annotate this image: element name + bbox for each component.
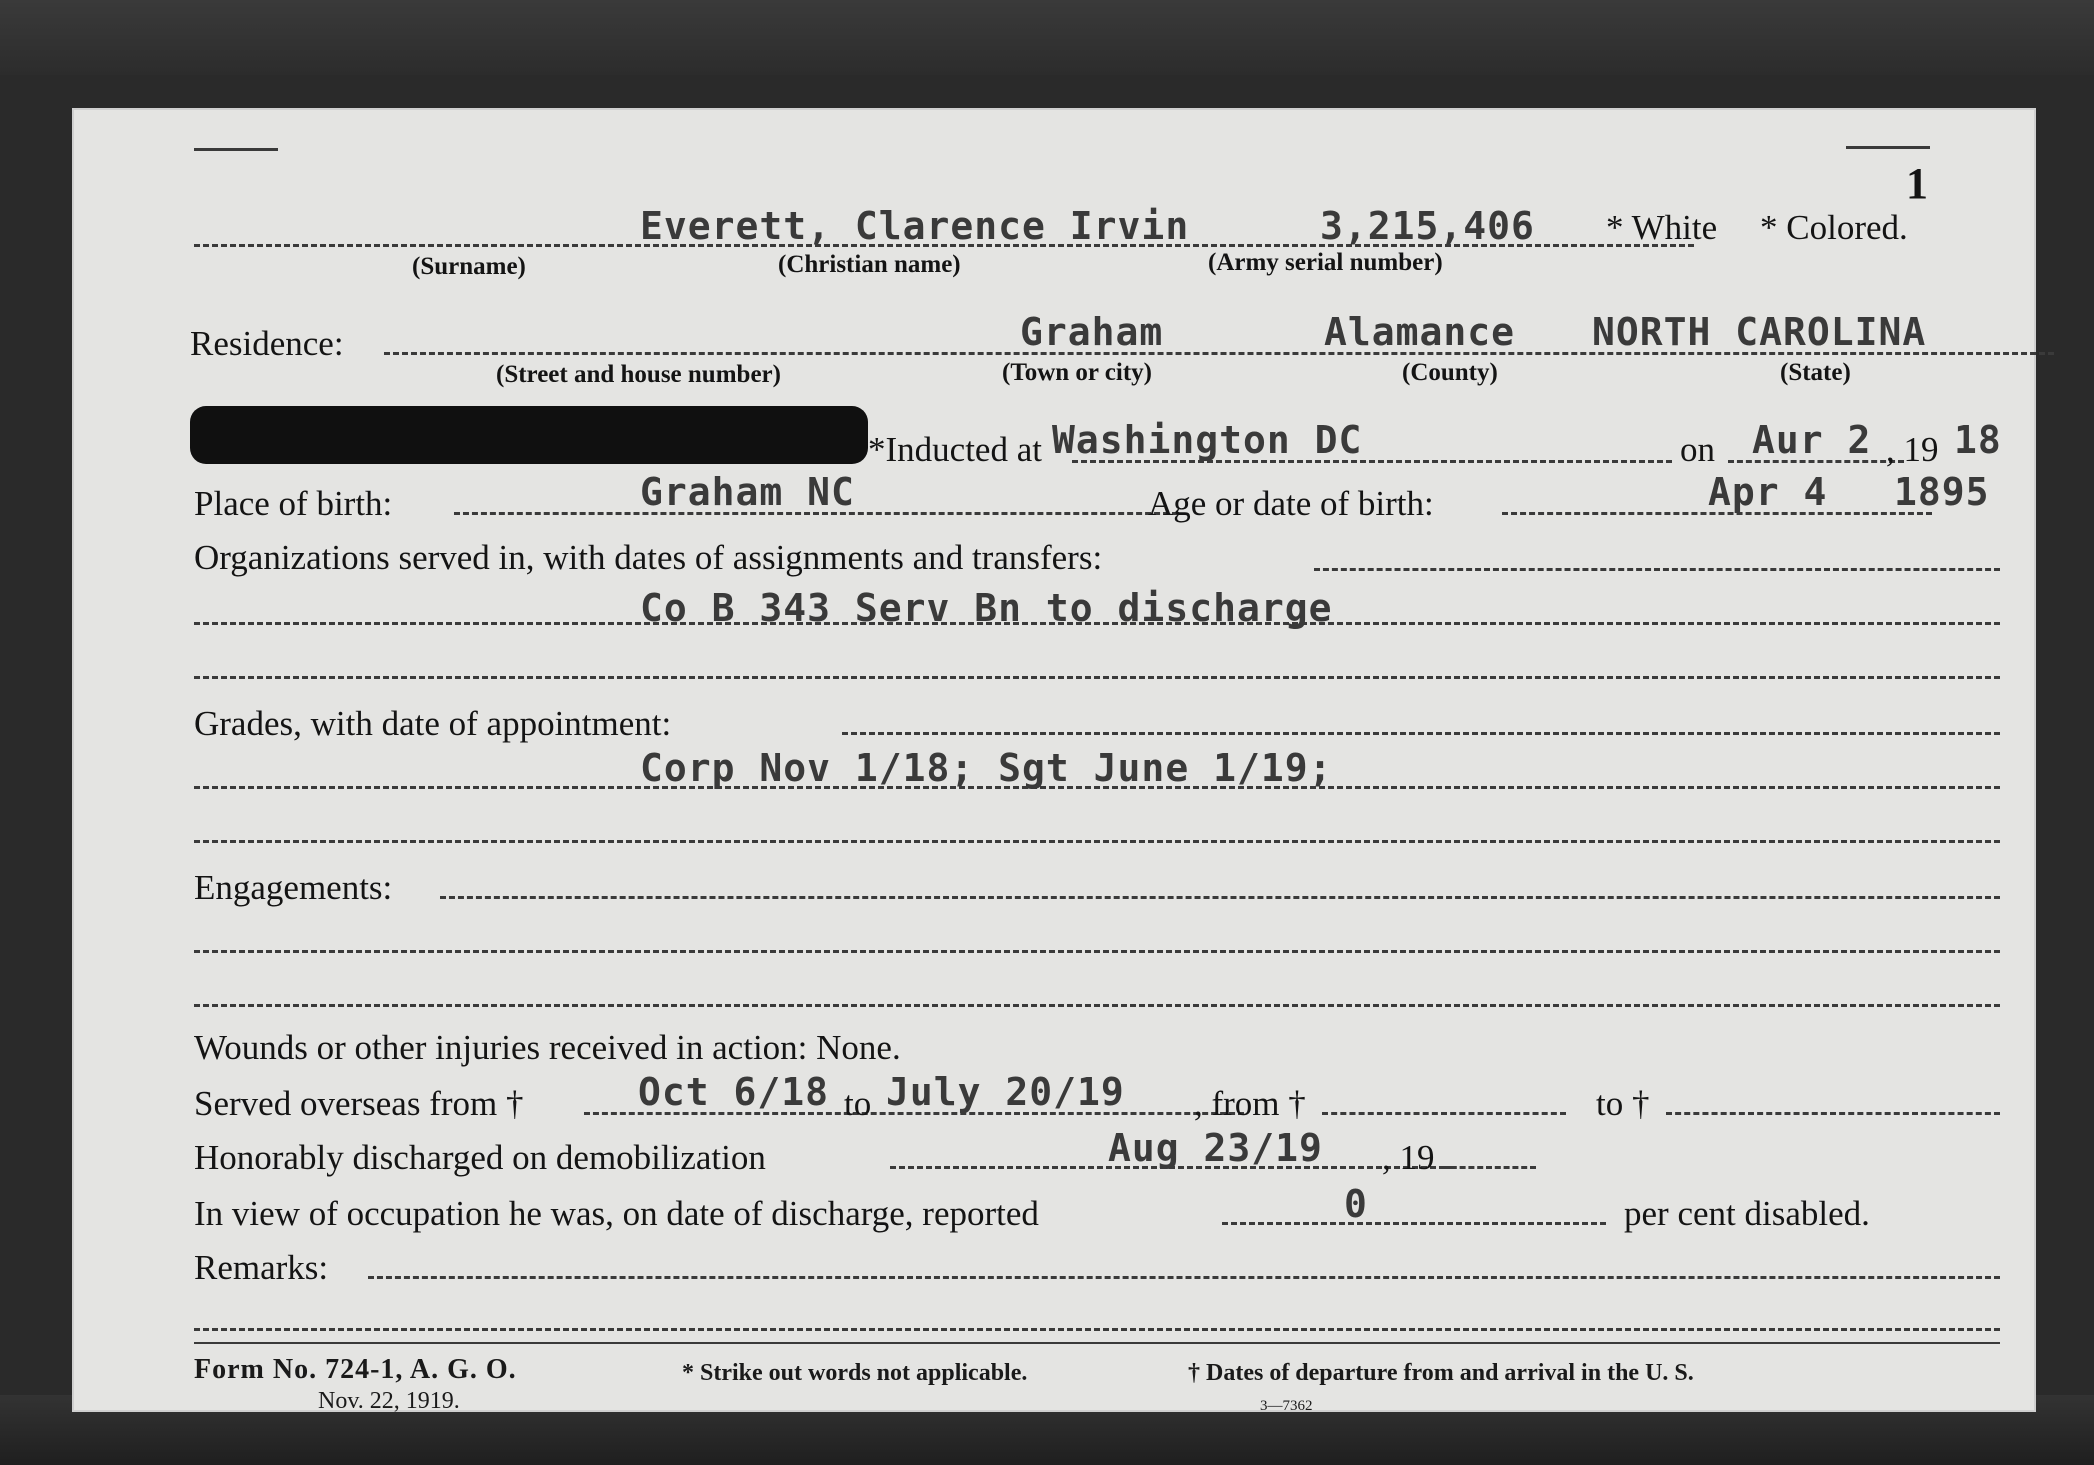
inducted-year: 18 bbox=[1954, 418, 2002, 462]
grades-line-1 bbox=[842, 732, 2000, 735]
race-white-label: * White bbox=[1606, 208, 1718, 247]
overseas-line-2 bbox=[1322, 1112, 1566, 1115]
birth-place-value: Graham NC bbox=[640, 470, 855, 514]
disability-label: In view of occupation he was, on date of discharge, reported bbox=[194, 1194, 1039, 1233]
engagements-line-3 bbox=[194, 1004, 2000, 1007]
redaction-mark bbox=[190, 406, 868, 464]
birth-place-label: Place of birth: bbox=[194, 484, 393, 523]
birth-date: Apr 4 bbox=[1708, 470, 1828, 514]
serial-value: 3,215,406 bbox=[1320, 204, 1535, 248]
discharge-year-line bbox=[1442, 1166, 1536, 1169]
grades-label: Grades, with date of appointment: bbox=[194, 704, 672, 743]
race-colored-label: * Colored. bbox=[1760, 208, 1908, 247]
inducted-label: *Inducted at bbox=[868, 430, 1042, 469]
on-label: on bbox=[1680, 430, 1715, 469]
organizations-value: Co B 343 Serv Bn to discharge bbox=[640, 586, 1333, 630]
footnote-strike-out: * Strike out words not applicable. bbox=[682, 1360, 1028, 1386]
disability-line bbox=[1222, 1222, 1606, 1225]
street-caption: (Street and house number) bbox=[496, 361, 781, 388]
footer-rule bbox=[194, 1342, 2000, 1344]
surname-caption: (Surname) bbox=[412, 253, 526, 280]
christian-name-caption: (Christian name) bbox=[778, 251, 961, 278]
remarks-line-2 bbox=[194, 1328, 2000, 1331]
birth-year: 1895 bbox=[1894, 470, 1990, 514]
grades-value: Corp Nov 1/18; Sgt June 1/19; bbox=[640, 746, 1333, 790]
overseas-label: Served overseas from † bbox=[194, 1084, 524, 1123]
form-number: Form No. 724-1, A. G. O. bbox=[194, 1354, 517, 1385]
print-code: 3—7362 bbox=[1260, 1398, 1313, 1414]
town-caption: (Town or city) bbox=[1002, 359, 1152, 386]
footnote-dates: † Dates of departure from and arrival in the U. S. bbox=[1188, 1360, 1694, 1386]
engagements-line-1 bbox=[440, 896, 2000, 899]
organizations-line-1 bbox=[1314, 568, 2000, 571]
disability-suffix: per cent disabled. bbox=[1624, 1194, 1870, 1233]
overseas-line-3 bbox=[1666, 1112, 2000, 1115]
overseas-to: July 20/19 bbox=[886, 1070, 1125, 1114]
state-caption: (State) bbox=[1780, 359, 1851, 386]
engagements-label: Engagements: bbox=[194, 868, 393, 907]
card-number: 1 bbox=[1906, 159, 1928, 208]
form-date: Nov. 22, 1919. bbox=[318, 1388, 460, 1414]
year-prefix: , 19 bbox=[1886, 430, 1939, 469]
county-caption: (County) bbox=[1402, 359, 1498, 386]
service-record-card bbox=[72, 108, 2036, 1412]
inducted-place: Washington DC bbox=[1052, 418, 1363, 462]
remarks-label: Remarks: bbox=[194, 1248, 329, 1287]
inducted-date: Aur 2 bbox=[1752, 418, 1872, 462]
discharge-date: Aug 23/19 bbox=[1108, 1126, 1323, 1170]
disability-value: 0 bbox=[1344, 1182, 1368, 1226]
top-right-rule bbox=[1846, 146, 1930, 149]
scanner-background-top bbox=[0, 0, 2094, 75]
residence-state: NORTH CAROLINA bbox=[1592, 310, 1927, 354]
residence-county: Alamance bbox=[1324, 310, 1516, 354]
overseas-to2-label: to † bbox=[1596, 1084, 1650, 1123]
engagements-line-2 bbox=[194, 950, 2000, 953]
residence-town: Graham bbox=[1020, 310, 1164, 354]
discharge-year-label: , 19 bbox=[1382, 1138, 1435, 1177]
overseas-from2-label: , from † bbox=[1194, 1084, 1306, 1123]
overseas-to-label: to bbox=[844, 1084, 872, 1123]
grades-line-3 bbox=[194, 840, 2000, 843]
remarks-line-1 bbox=[368, 1276, 2000, 1279]
overseas-from: Oct 6/18 bbox=[638, 1070, 830, 1114]
discharge-label: Honorably discharged on demobilization bbox=[194, 1138, 766, 1177]
age-label: Age or date of birth: bbox=[1148, 484, 1434, 523]
name-value: Everett, Clarence Irvin bbox=[640, 204, 1190, 248]
wounds-label: Wounds or other injuries received in action: None. bbox=[194, 1028, 901, 1067]
serial-caption: (Army serial number) bbox=[1208, 249, 1443, 276]
organizations-label: Organizations served in, with dates of assignments and transfers: bbox=[194, 538, 1103, 577]
residence-label: Residence: bbox=[190, 324, 344, 363]
top-left-rule bbox=[194, 148, 278, 151]
organizations-line-3 bbox=[194, 676, 2000, 679]
